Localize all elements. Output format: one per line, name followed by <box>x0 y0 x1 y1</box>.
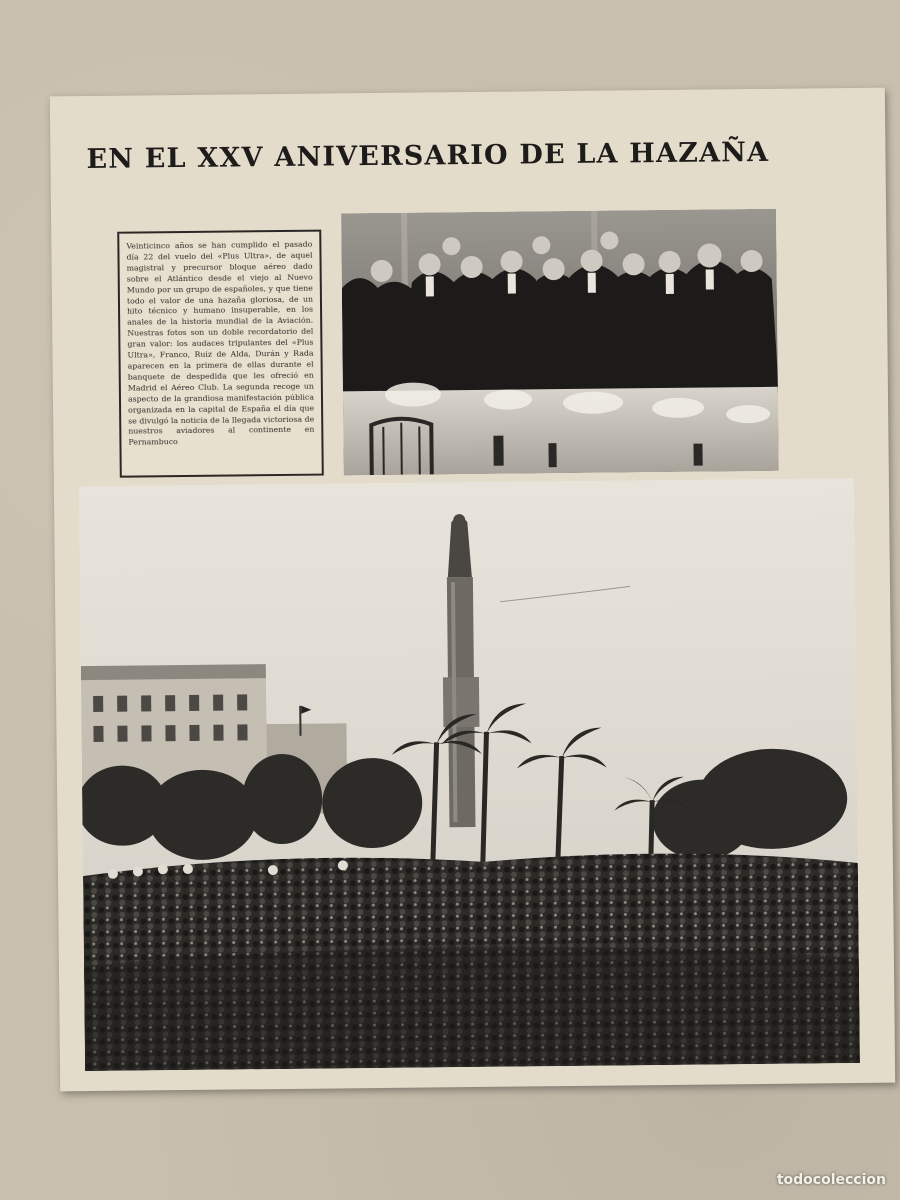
caption-box <box>117 230 324 478</box>
magazine-page <box>50 88 895 1092</box>
plaza-crowd-photo <box>79 478 860 1071</box>
plaza-crowd-photo-image <box>79 478 860 1071</box>
banquet-photo-image <box>341 209 779 476</box>
banquet-photo <box>341 209 779 476</box>
watermark-logo: todocoleccion <box>776 1172 886 1188</box>
page-headline: EN EL XXV ANIVERSARIO DE LA HAZAÑA <box>86 136 770 176</box>
caption-text: Veinticinco años se han cumplido el pasado día 22 del vuelo del «Plus Ultra», de aquel magistral y precursor bloque aéreo dado sobre el Atlántico desde el viejo al Nuevo Mundo por un grupo de españoles, y que tiene todo el valor de una hazaña gloriosa, de un hito técnico y humano insuperable, en los anales de la historia mundial de la Aviación. Nuestras fotos son un doble recordatorio del gran valor: los audaces tripulantes del «Plus Ultra», Franco, Ruiz de Alda, Durán y Rada aparecen en la primera de ellas durante el banquete de despedida que les ofreció en Madrid el Aéreo Club. La segunda recoge un aspecto de la grandiosa manifestación pública organizada en la capital de España el día que se divulgó la noticia de la llegada victoriosa de nuestros aviadores al continente en Pernambuco <box>126 239 315 447</box>
